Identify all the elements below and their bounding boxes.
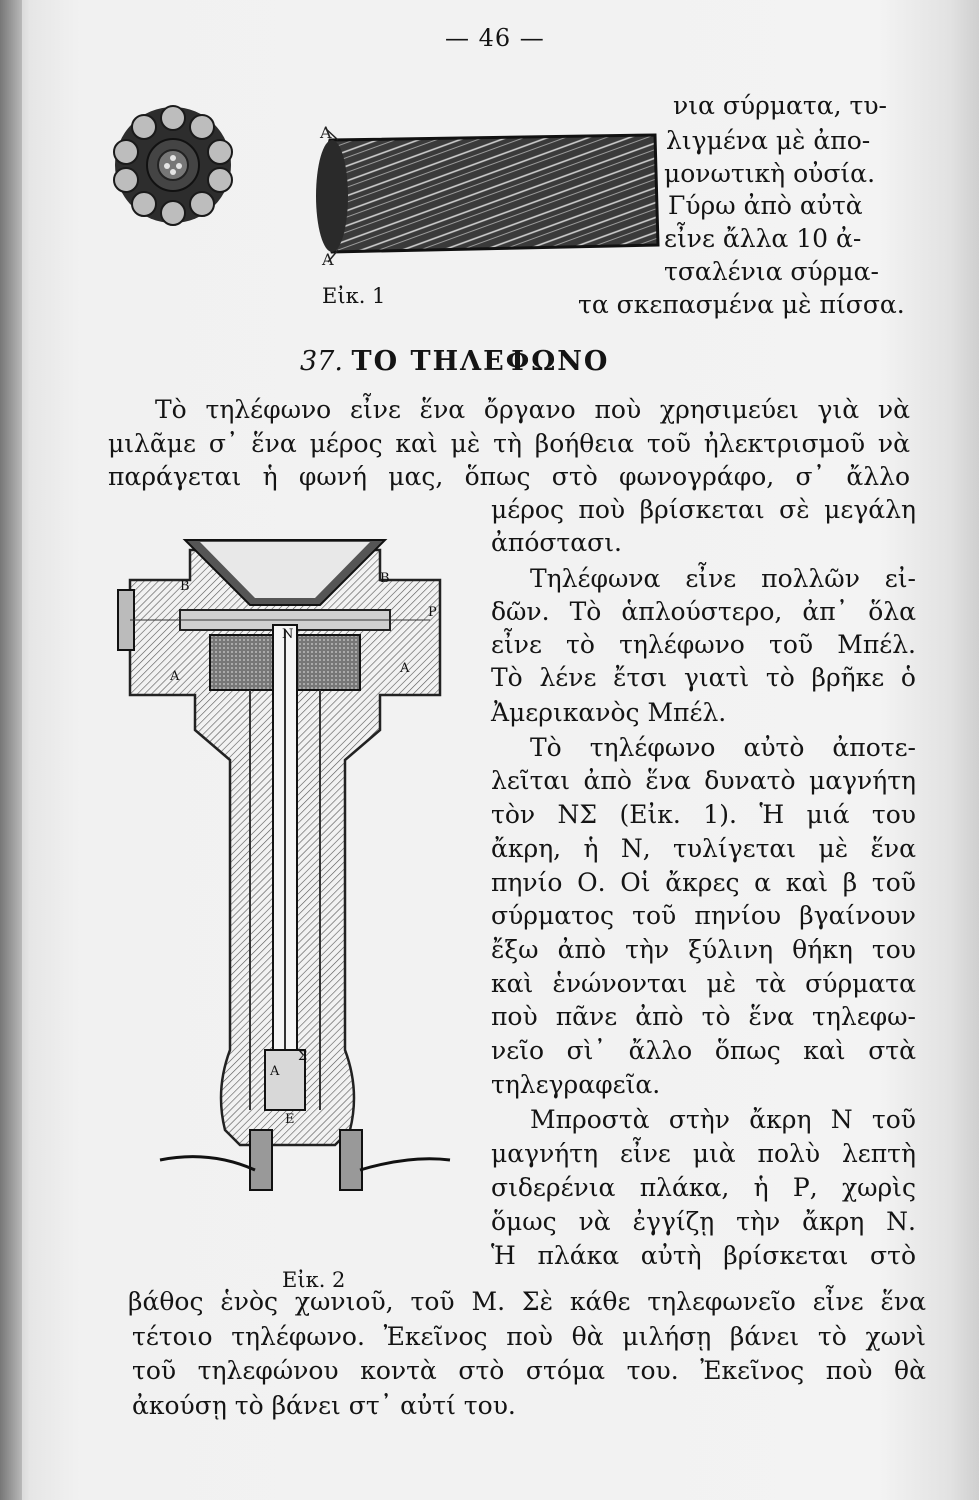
figure-1-caption: Εἰκ. 1: [322, 284, 386, 308]
figure-2-telephone-illustration: [110, 530, 460, 1230]
text-line: τὸν ΝΣ (Εἰκ. 1). Ἡ μιά του: [491, 800, 916, 829]
figure-2-label-sigma: Σ: [298, 1049, 308, 1064]
figure-2-label-b-right: Β: [380, 571, 390, 586]
text-line: εἶνε ἄλλα 10 ἀ-: [664, 224, 862, 253]
text-line: ἄκρη, ἡ Ν, τυλίγεται μὲ ἕνα: [491, 834, 916, 863]
page-number: — 46 —: [445, 24, 545, 52]
text-line: βάθος ἑνὸς χωνιοῦ, τοῦ Μ. Σὲ κάθε τηλεφωνεῖο εἶνε ἕνα: [128, 1287, 926, 1316]
text-line: τοῦ τηλεφώνου κοντὰ στὸ στόμα του. Ἐκεῖνος ποὺ θὰ: [132, 1356, 926, 1385]
text-line: τέτοιο τηλέφωνο. Ἐκεῖνος ποὺ θὰ μιλήσῃ βάνει τὸ χωνὶ: [132, 1322, 926, 1351]
section-title: ΤΟ ΤΗΛΕΦΩΝΟ: [351, 346, 610, 377]
text-line: μαγνήτη εἶνε μιὰ πολὺ λεπτὴ: [491, 1139, 916, 1168]
text-line: σιδερένια πλάκα, ἡ Ρ, χωρὶς: [491, 1173, 916, 1202]
text-line: δῶν. Τὸ ἁπλούστερο, ἀπ᾽ ὅλα: [491, 597, 916, 626]
text-line: μέρος ποὺ βρίσκεται σὲ μεγάλη: [491, 495, 916, 524]
text-line: Τηλέφωνα εἶνε πολλῶν εἰ-: [530, 564, 916, 593]
text-line: νια σύρματα, τυ-: [673, 91, 888, 120]
figure-2-label-a-left: Α: [170, 669, 180, 684]
text-line: ἔξω ἀπὸ τὴν ξύλινη θήκη του: [491, 935, 916, 964]
book-gutter-shadow: [0, 0, 22, 1500]
figure-2-label-e: Ε: [285, 1112, 295, 1127]
text-line: μιλᾶμε σ᾽ ἕνα μέρος καὶ μὲ τὴ βοήθεια τοῦ ἠλεκτρισμοῦ νὰ: [108, 429, 910, 458]
text-line: λεῖται ἀπὸ ἕνα δυνατὸ μαγνήτη: [491, 766, 916, 795]
text-line: τσαλένια σύρμα-: [664, 257, 879, 286]
figure-2-caption: Εἰκ. 2: [282, 1268, 346, 1292]
figure-2-label-b-left: Β: [180, 579, 190, 594]
figure-1-label-a-top: Α: [320, 123, 332, 142]
text-line: τηλεγραφεῖα.: [491, 1070, 661, 1099]
cable-cross-section: [114, 106, 232, 225]
figure-2-label-p: Ρ: [428, 605, 437, 620]
text-line: Τὸ λένε ἔτσι γιατὶ τὸ βρῆκε ὁ: [491, 663, 916, 692]
text-line: λιγμένα μὲ ἀπο-: [666, 126, 871, 155]
section-number: 37.: [300, 346, 343, 377]
text-line: μονωτικὴ οὐσία.: [664, 159, 876, 188]
text-line: καὶ ἑνώνονται μὲ τὰ σύρματα: [491, 969, 916, 998]
figure-2-label-n: Ν: [282, 627, 294, 642]
text-line: ἀπόστασι.: [491, 528, 622, 557]
text-line: τα σκεπασμένα μὲ πίσσα.: [578, 290, 905, 319]
figure-1-cable-illustration: [110, 100, 670, 290]
text-line: Τὸ τηλέφωνο αὐτὸ ἀποτε-: [530, 733, 916, 762]
text-line: ὅμως νὰ ἐγγίζῃ τὴν ἄκρη Ν.: [491, 1207, 916, 1236]
figure-2-label-a-low: Α: [270, 1064, 280, 1079]
text-line: εἶνε τὸ τηλέφωνο τοῦ Μπέλ.: [491, 630, 916, 659]
section-heading: [300, 348, 609, 375]
text-line: Τὸ τηλέφωνο εἶνε ἕνα ὄργανο ποὺ χρησιμεύει γιὰ νὰ: [155, 395, 910, 424]
text-line: ποὺ πᾶνε ἀπὸ τὸ ἕνα τηλεφω-: [491, 1002, 916, 1031]
text-line: Ἡ πλάκα αὐτὴ βρίσκεται στὸ: [491, 1241, 916, 1270]
cable-side-view: [316, 128, 658, 262]
text-line: πηνίο Ο. Οἱ ἄκρες α καὶ β τοῦ: [491, 868, 916, 897]
text-line: Μπροστὰ στὴν ἄκρη Ν τοῦ: [530, 1105, 916, 1134]
text-line: ἀκούσῃ τὸ βάνει στ᾽ αὐτί του.: [132, 1391, 516, 1420]
figure-2-label-a-right: Α: [400, 661, 410, 676]
text-line: σύρματος τοῦ πηνίου βγαίνουν: [491, 901, 916, 930]
text-line: Ἀμερικανὸς Μπέλ.: [491, 698, 727, 727]
figure-1-label-a-bottom: Α: [322, 250, 334, 269]
text-line: παράγεται ἡ φωνή μας, ὅπως στὸ φωνογράφο, σ᾽ ἄλλο: [108, 462, 910, 491]
text-line: νεῖο σὶ᾽ ἄλλο ὅπως καὶ στὰ: [491, 1036, 916, 1065]
text-line: Γύρω ἀπὸ αὐτὰ: [668, 191, 863, 220]
